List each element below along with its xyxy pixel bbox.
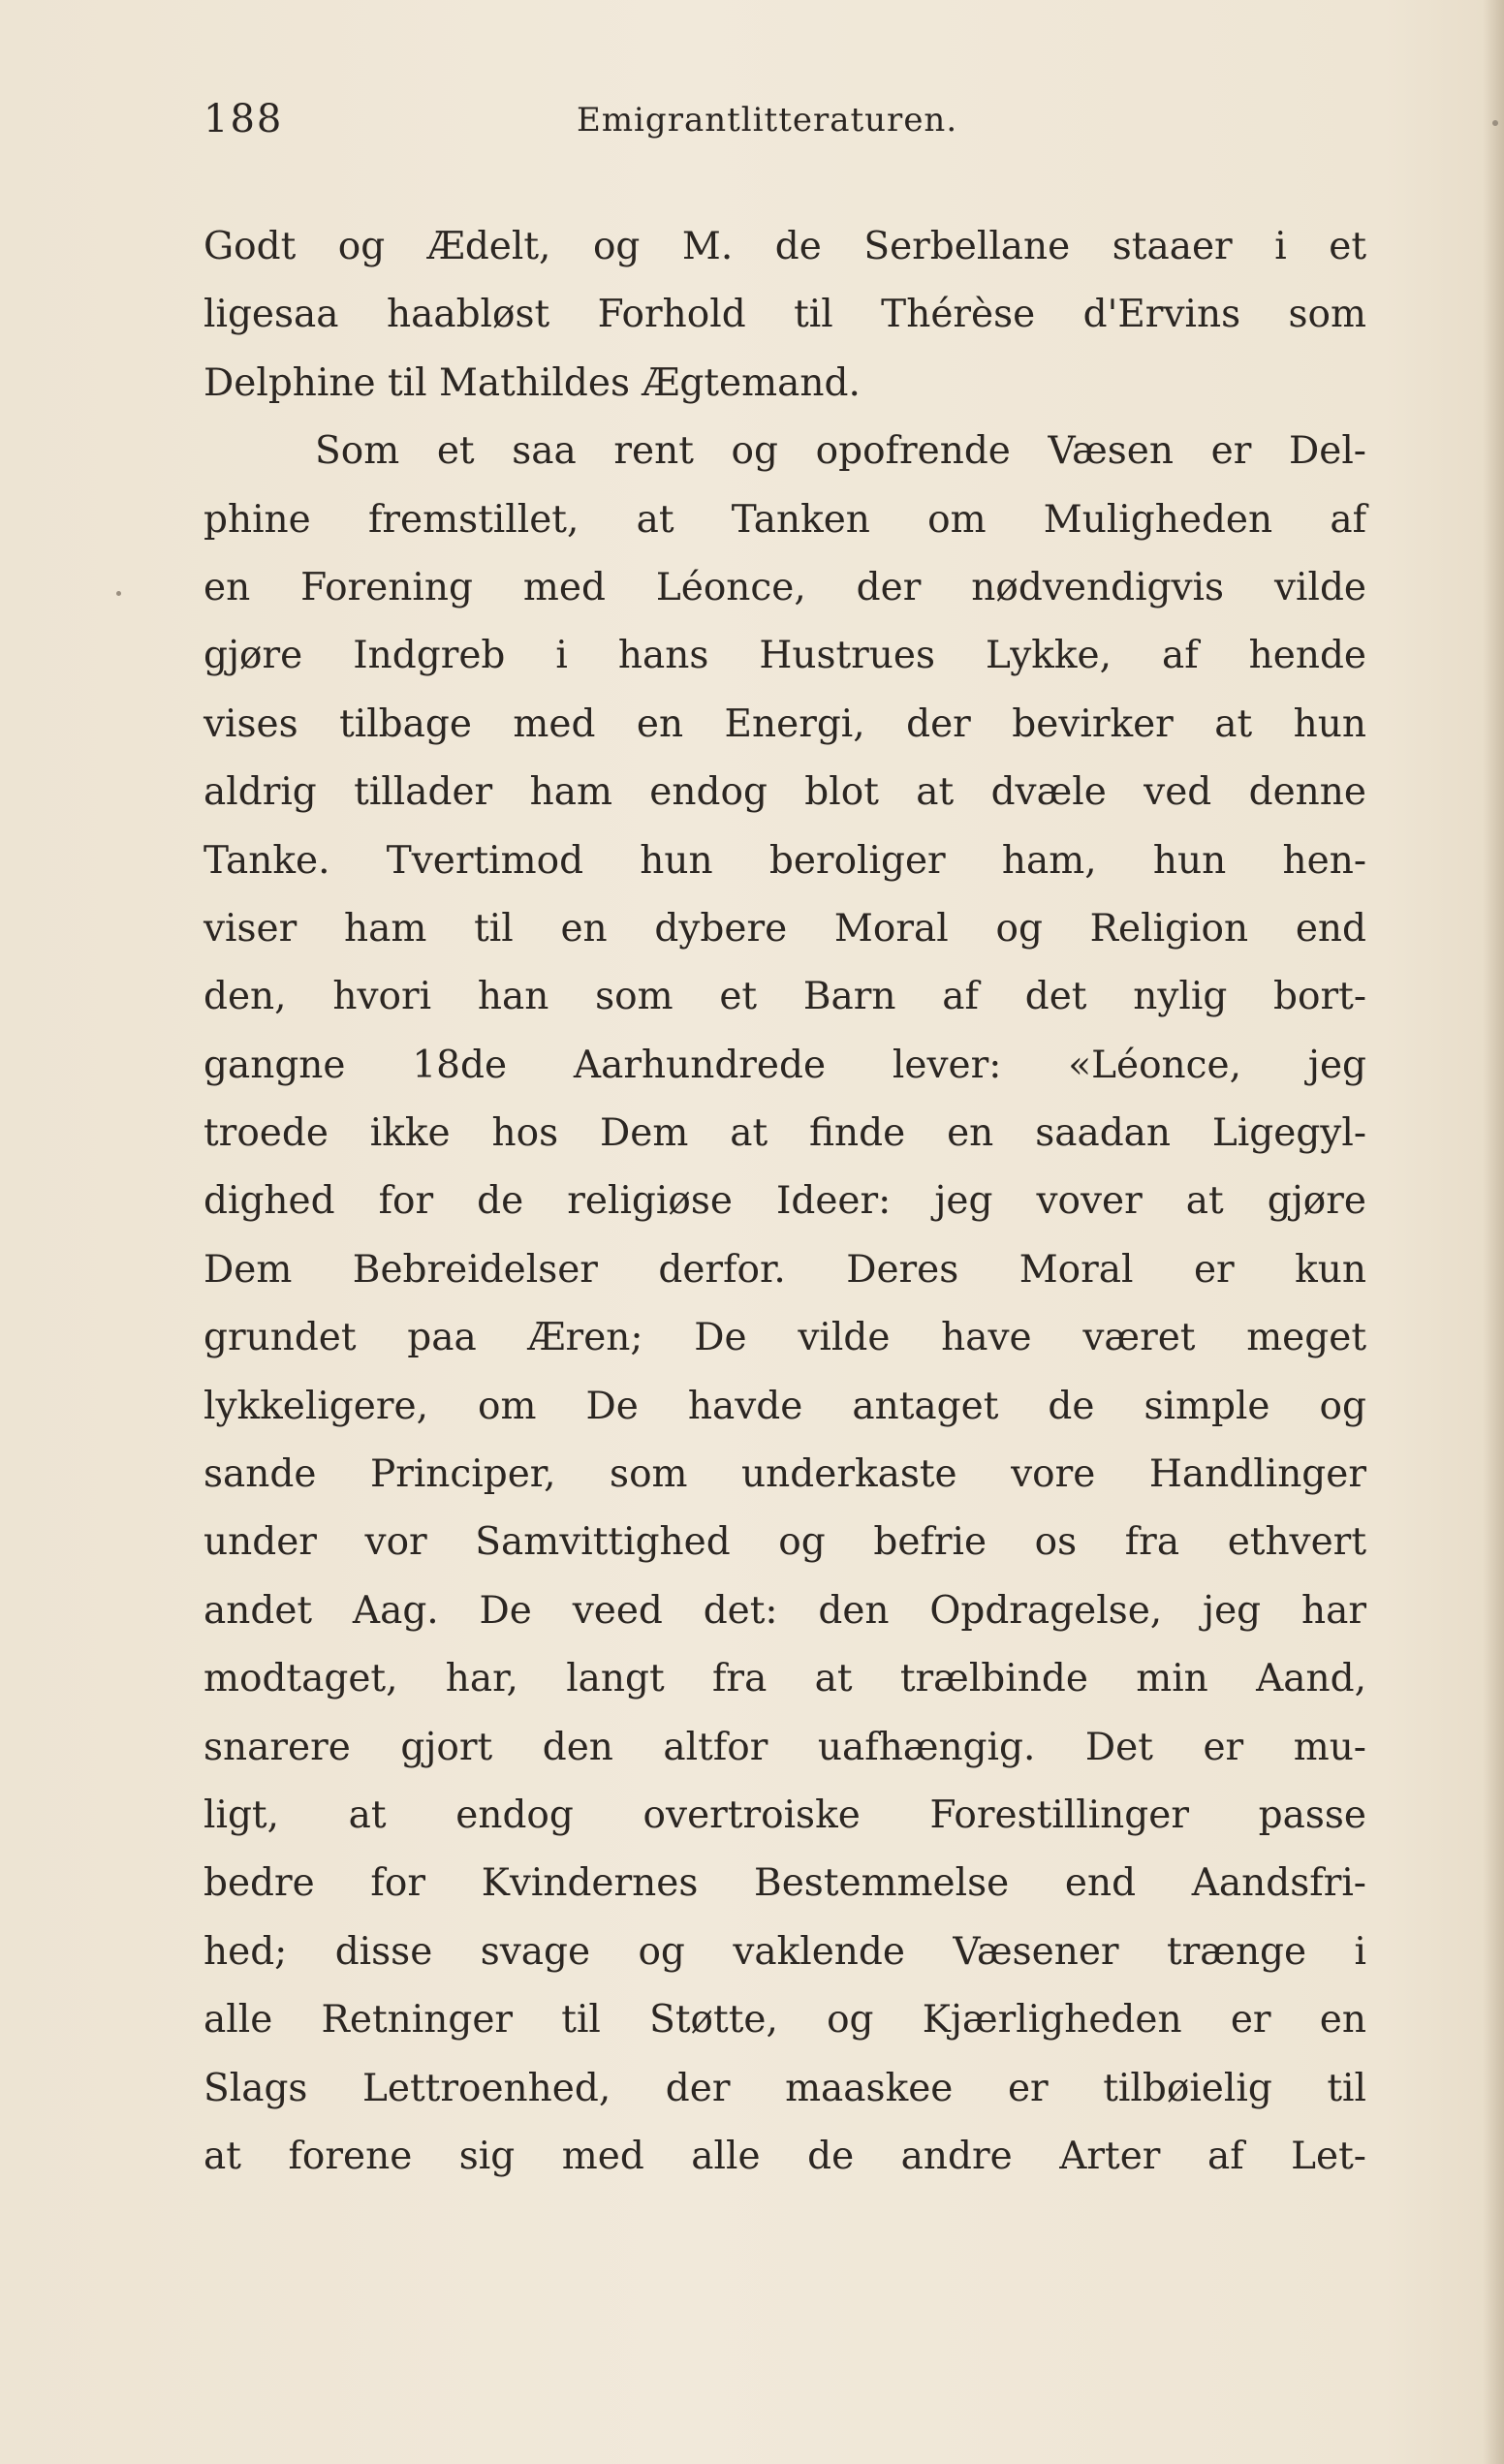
- page-edge-shadow: [1483, 0, 1504, 2464]
- text-line: ligt, at endog overtroiske Forestillinger passe: [204, 1793, 1366, 1837]
- print-speck: [116, 591, 121, 596]
- text-line: gangne 18de Aarhundrede lever: «Léonce, jeg: [204, 1043, 1366, 1087]
- text-line: at forene sig med alle de andre Arter af Let-: [204, 2134, 1366, 2178]
- text-line: Som et saa rent og opofrende Væsen er Del-: [315, 429, 1366, 474]
- body-text: [204, 213, 1366, 2191]
- text-line: Tanke. Tvertimod hun beroliger ham, hun hen-: [204, 838, 1366, 883]
- text-line: Slags Lettroenhed, der maaskee er tilbøielig til: [204, 2066, 1366, 2110]
- text-line: troede ikke hos Dem at finde en saadan Ligegyl-: [204, 1111, 1366, 1156]
- text-line: en Forening med Léonce, der nødvendigvis vilde: [204, 565, 1366, 609]
- text-line: gjøre Indgreb i hans Hustrues Lykke, af hende: [204, 634, 1366, 678]
- text-line: den, hvori han som et Barn af det nylig bort-: [204, 975, 1366, 1019]
- page-header: [204, 97, 1366, 155]
- text-line: phine fremstillet, at Tanken om Muligheden af: [204, 497, 1366, 542]
- text-line: snarere gjort den altfor uafhængig. Det er mu-: [204, 1725, 1366, 1769]
- text-line: modtaget, har, langt fra at trælbinde min Aand,: [204, 1657, 1366, 1701]
- text-line: hed; disse svage og vaklende Væsener trænge i: [204, 1929, 1366, 1974]
- text-line: Dem Bebreidelser derfor. Deres Moral er kun: [204, 1247, 1366, 1292]
- text-line: bedre for Kvindernes Bestemmelse end Aandsfri-: [204, 1861, 1366, 1906]
- page-number: 188: [204, 97, 284, 141]
- text-line: aldrig tillader ham endog blot at dvæle ved denne: [204, 770, 1366, 815]
- text-line: Godt og Ædelt, og M. de Serbellane staaer i et: [204, 225, 1366, 268]
- text-line: under vor Samvittighed og befrie os fra ethvert: [204, 1520, 1366, 1565]
- text-line: ligesaa haabløst Forhold til Thérèse d'Ervins som: [204, 293, 1366, 337]
- text-line: grundet paa Æren; De vilde have været meget: [204, 1316, 1366, 1360]
- text-line: vises tilbage med en Energi, der bevirker at hun: [204, 702, 1366, 746]
- text-line: Delphine til Mathildes Ægtemand.: [204, 360, 861, 405]
- text-line: sande Principer, som underkaste vore Handlinger: [204, 1452, 1366, 1497]
- text-line: lykkeligere, om De havde antaget de simple og: [204, 1384, 1366, 1428]
- text-line: andet Aag. De veed det: den Opdragelse, jeg har: [204, 1588, 1366, 1633]
- print-speck: [1492, 120, 1498, 126]
- text-line: dighed for de religiøse Ideer: jeg vover at gjøre: [204, 1179, 1366, 1224]
- text-line: alle Retninger til Støtte, og Kjærligheden er en: [204, 1998, 1366, 2043]
- text-line: viser ham til en dybere Moral og Religion end: [204, 906, 1366, 951]
- running-head: Emigrantlitteraturen.: [577, 101, 958, 140]
